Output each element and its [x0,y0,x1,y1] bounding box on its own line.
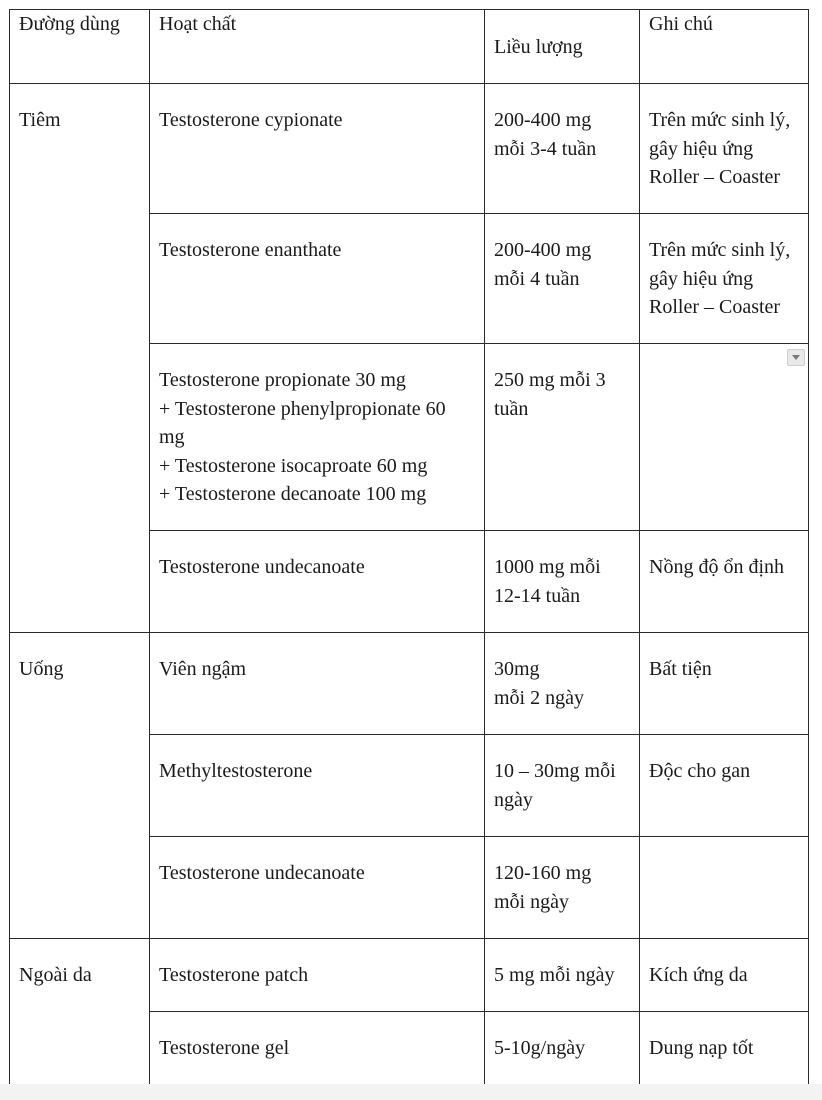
header-route-label: Đường dùng [19,13,120,35]
drug-name: Testosterone undecanoate [159,556,365,578]
dropdown-triangle [792,355,800,360]
header-cell-route [10,10,150,84]
route-cell-oral [10,633,150,939]
dose-value: 5 mg mỗi ngày [494,964,615,986]
testosterone-dosage-table [9,9,809,1085]
dose-cell [485,735,640,837]
drug-cell [150,214,485,344]
note-text: Độc cho gan [649,760,751,782]
dose-cell [485,214,640,344]
note-cell [640,84,809,214]
note-text [649,837,799,859]
note-cell [640,344,809,531]
page-bottom-margin [0,1084,822,1100]
note-cell [640,735,809,837]
note-text: Bất tiện [649,658,712,680]
note-cell [640,633,809,735]
dose-cell [485,837,640,939]
drug-cell [150,84,485,214]
drug-name: Testosterone undecanoate [159,862,365,884]
header-cell-dose [485,10,640,84]
dose-value: 120-160 mg mỗi ngày [494,862,592,913]
dose-value: 5-10g/ngày [494,1037,586,1059]
drug-cell [150,633,485,735]
note-text: Trên mức sinh lý, gây hiệu ứng Roller – Coaster [649,239,791,318]
route-cell-injection [10,84,150,633]
chevron-down-icon[interactable] [787,349,805,366]
dose-cell [485,939,640,1012]
dose-value: 10 – 30mg mỗi ngày [494,760,616,811]
drug-name: Methyltestosterone [159,760,313,782]
note-text: Trên mức sinh lý, gây hiệu ứng Roller – Coaster [649,109,791,188]
note-cell [640,837,809,939]
dose-value: 250 mg mỗi 3 tuần [494,369,606,420]
table-row [10,633,809,735]
route-label: Ngoài da [19,964,92,986]
dose-value: 30mg mỗi 2 ngày [494,658,584,709]
note-text [649,344,799,366]
header-cell-drug [150,10,485,84]
note-text: Kích ứng da [649,964,748,986]
header-note-label: Ghi chú [649,13,713,35]
route-label: Uống [19,658,64,680]
note-cell [640,1012,809,1085]
drug-name: Viên ngậm [159,658,247,680]
drug-cell [150,837,485,939]
note-cell [640,939,809,1012]
drug-name: Testosterone cypionate [159,109,343,131]
route-cell-topical [10,939,150,1085]
note-text: Dung nạp tốt [649,1037,754,1059]
dose-cell [485,633,640,735]
dose-value: 200-400 mg mỗi 3-4 tuần [494,109,597,160]
drug-name: Testosterone patch [159,964,309,986]
drug-cell [150,344,485,531]
drug-cell [150,531,485,633]
dose-cell [485,84,640,214]
note-cell [640,214,809,344]
drug-name: Testosterone enanthate [159,239,342,261]
table-row [10,84,809,214]
drug-name: Testosterone gel [159,1037,290,1059]
dose-cell [485,1012,640,1085]
header-dose-label: Liều lượng [494,36,583,58]
drug-cell [150,735,485,837]
dose-value: 1000 mg mỗi 12-14 tuần [494,556,601,607]
dose-cell [485,531,640,633]
dose-cell [485,344,640,531]
note-text: Nồng độ ổn định [649,556,784,578]
header-cell-note [640,10,809,84]
table-header-row [10,10,809,84]
dose-value: 200-400 mg mỗi 4 tuần [494,239,592,290]
note-cell [640,531,809,633]
drug-name: Testosterone propionate 30 mg + Testosterone phenylpropionate 60 mg + Testosterone isocaproate 60 mg + Testosterone decanoate 100 mg [159,369,446,505]
route-label: Tiêm [19,109,61,131]
header-drug-label: Hoạt chất [159,13,237,35]
table-row [10,939,809,1012]
drug-cell [150,939,485,1012]
drug-cell [150,1012,485,1085]
